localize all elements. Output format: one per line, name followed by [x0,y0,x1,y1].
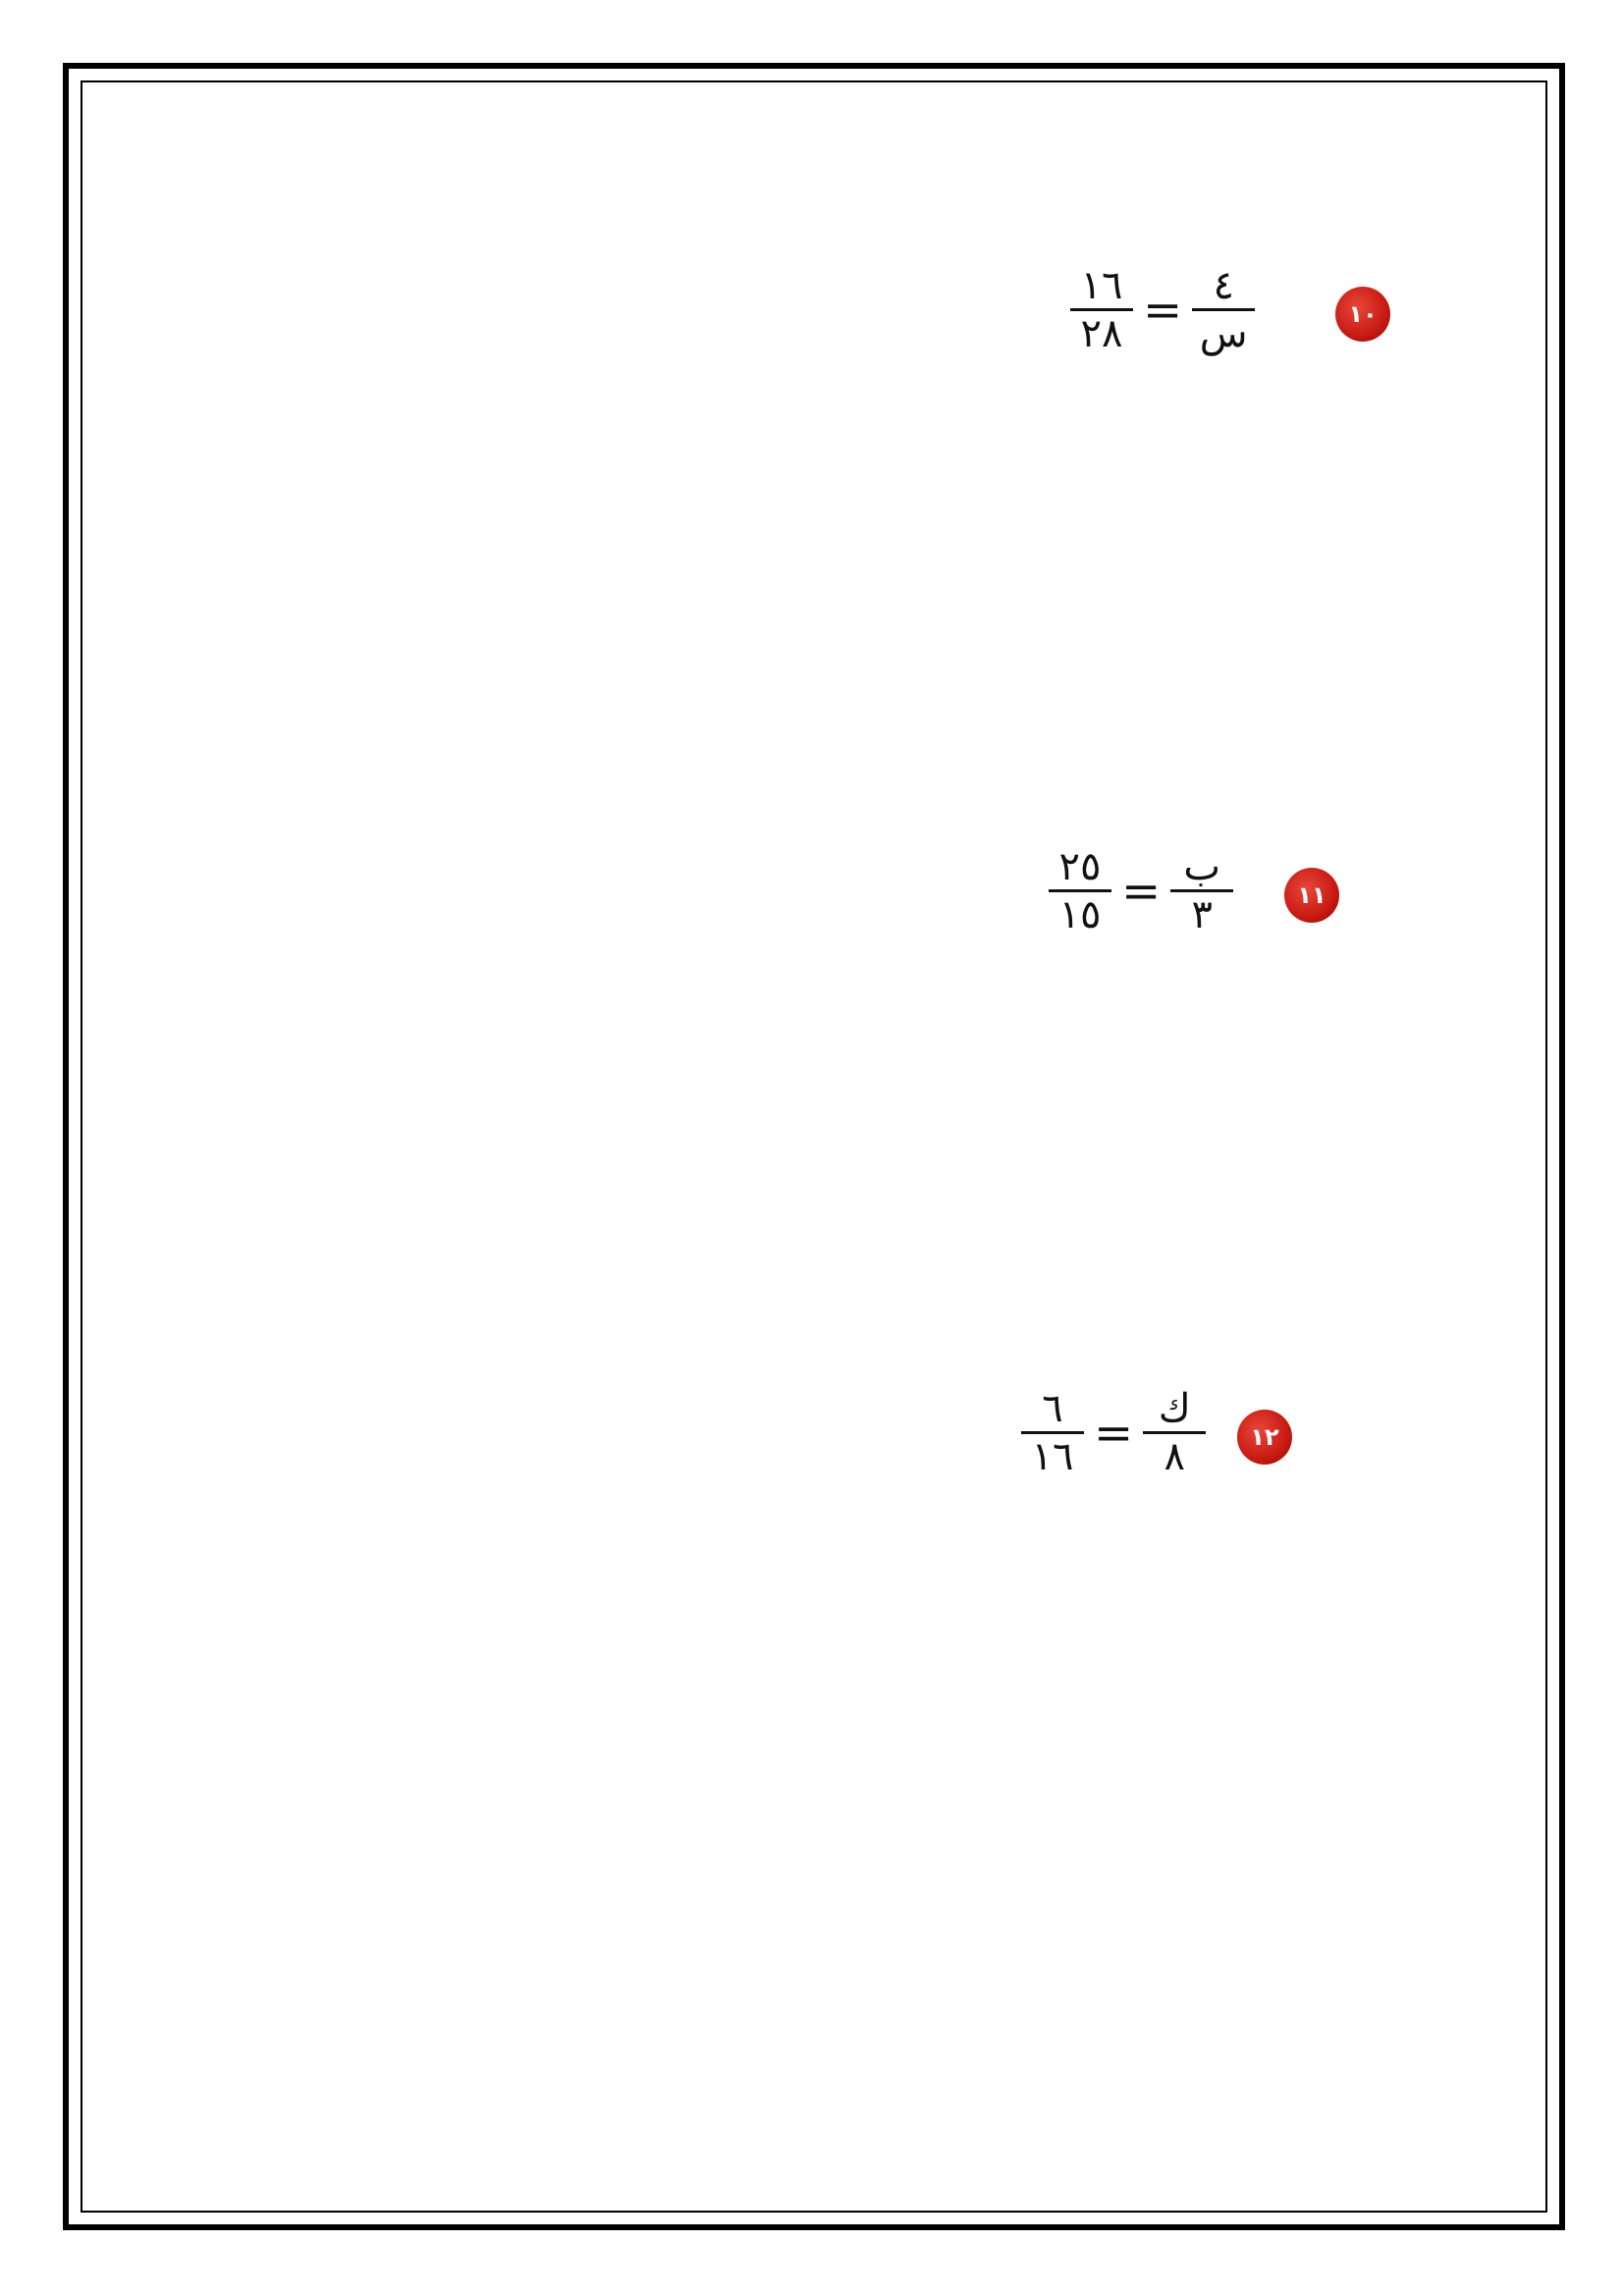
numerator: ١٦ [1080,263,1123,308]
numerator: ٤ [1213,263,1234,308]
denominator: س [1199,311,1248,356]
equation [1070,263,1255,356]
equation [1049,844,1233,937]
equals-sign: = [1094,1405,1134,1461]
problem-number-badge: ١١ [1284,868,1339,923]
equals-sign: = [1143,282,1183,338]
denominator: ١٥ [1058,892,1102,937]
equation [1021,1386,1206,1479]
numerator: ٢٥ [1058,844,1102,889]
fraction-right [1192,263,1255,356]
fraction-left [1049,844,1111,937]
problem-number-badge: ١٠ [1335,287,1390,342]
page-border-inner [81,80,1547,2213]
numerator: ك [1158,1386,1191,1431]
denominator: ٣ [1191,892,1213,937]
numerator: ٦ [1042,1386,1063,1431]
fraction-left [1070,263,1133,356]
equals-sign: = [1121,863,1162,919]
fraction-right [1170,844,1233,937]
fraction-right [1143,1386,1206,1479]
problem-number-badge: ١٢ [1237,1410,1292,1465]
page-border [63,63,1565,2230]
denominator: ١٦ [1031,1434,1074,1479]
numerator: ب [1183,844,1221,889]
denominator: ٢٨ [1080,311,1123,356]
fraction-left [1021,1386,1084,1479]
denominator: ٨ [1164,1434,1185,1479]
